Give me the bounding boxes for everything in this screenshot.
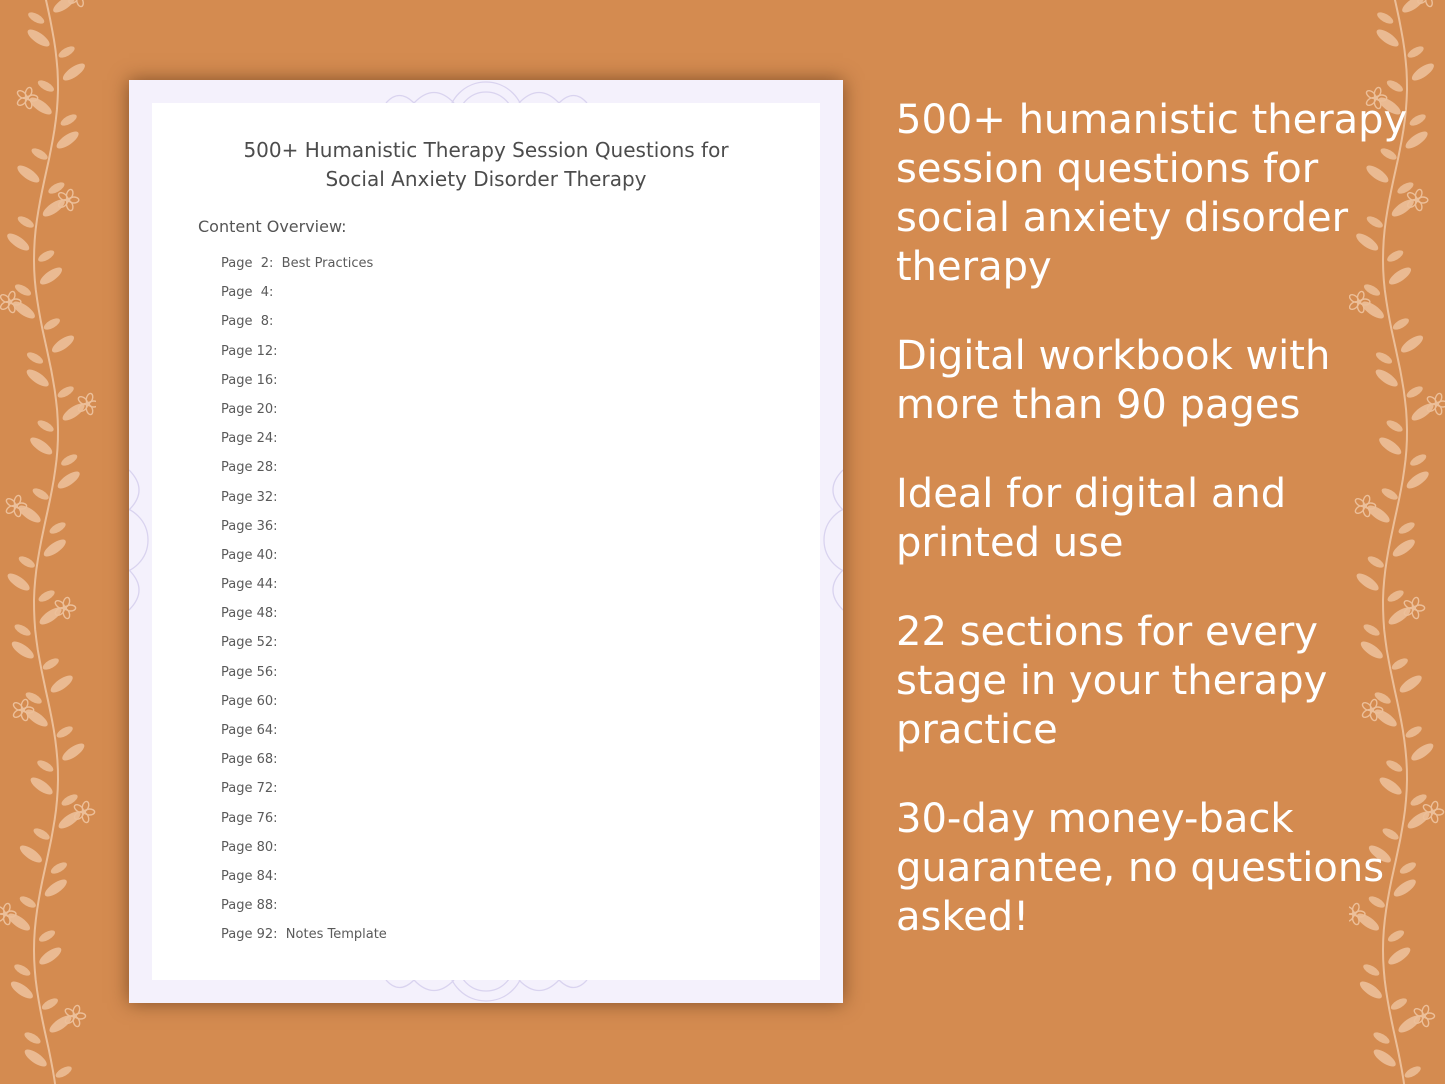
vine-leaf <box>48 520 68 536</box>
vine-flower-center <box>3 912 7 916</box>
toc-entry: Page 2: Best Practices <box>221 256 374 271</box>
vine-leaf <box>31 486 51 502</box>
document-title-line-1: 500+ Humanistic Therapy Session Questions for <box>243 138 729 162</box>
toc-entry: Page 56: <box>221 664 278 680</box>
vine-leaf <box>25 350 45 366</box>
vine-leaf <box>1403 1064 1423 1080</box>
vine-leaf <box>9 638 36 661</box>
toc-entry: Page 8: <box>221 314 274 330</box>
vine-flower-center <box>8 300 12 304</box>
vine-leaf <box>13 962 33 978</box>
vine-leaf <box>1371 1046 1398 1069</box>
vine-leaf <box>57 44 77 60</box>
vine-leaf <box>8 978 35 1001</box>
vine-leaf <box>42 316 62 332</box>
page-paper <box>152 103 820 980</box>
toc-entry: Page 84: <box>221 868 278 884</box>
vine-leaf <box>28 434 55 457</box>
vine-leaf <box>49 860 69 876</box>
toc-entry: Page 92: Notes Template <box>221 927 387 943</box>
mandala-left-icon <box>129 450 152 630</box>
vine-flower-center <box>73 1014 77 1018</box>
vine-flower-center <box>86 402 90 406</box>
table-of-contents <box>221 254 387 955</box>
vine-leaf <box>1406 44 1426 60</box>
toc-entry: Page 68: <box>221 752 278 768</box>
vine-flower-center <box>82 810 86 814</box>
toc-entry: Page 16: <box>221 372 278 388</box>
vine-flower-center <box>1422 1014 1426 1018</box>
toc-entry: Page 32: <box>221 489 278 505</box>
toc-entry: Page 24: <box>221 431 278 447</box>
toc-entry: Page 28: <box>221 460 278 476</box>
vine-leaf <box>1375 10 1395 26</box>
feature-text: 22 sections for every stage in your therapy practice <box>896 609 1328 753</box>
vine-flower-center <box>66 198 70 202</box>
vine-leaf <box>36 78 56 94</box>
vine-leaf <box>13 282 33 298</box>
vine-leaf <box>49 332 76 355</box>
vine-leaf <box>37 588 57 604</box>
vine-leaf <box>41 536 68 559</box>
vine-stem <box>34 0 58 1084</box>
vine-flower-center <box>21 708 25 712</box>
vine-flower-center <box>14 504 18 508</box>
vine-leaf <box>41 656 61 672</box>
vine-leaf <box>36 418 56 434</box>
vine-leaf <box>24 690 44 706</box>
vine-leaf <box>5 230 32 253</box>
vine-leaf <box>17 842 44 865</box>
vine-leaf <box>18 894 38 910</box>
vine-flower-center <box>25 96 29 100</box>
mandala-right-icon <box>820 450 843 630</box>
vine-leaf <box>60 60 87 83</box>
toc-entry: Page 72: <box>221 781 278 797</box>
vine-leaf <box>1385 78 1405 94</box>
toc-entry: Page 52: <box>221 635 278 651</box>
toc-entry: Page 80: <box>221 839 278 855</box>
vine-leaf <box>5 570 32 593</box>
vine-leaf <box>22 1046 49 1069</box>
vine-leaf <box>17 554 37 570</box>
vine-leaf <box>1372 1030 1392 1046</box>
vine-leaf <box>36 248 56 264</box>
toc-entry: Page 88: <box>221 898 278 914</box>
vine-leaf <box>37 264 64 287</box>
vine-leaf <box>32 826 52 842</box>
vine-leaf <box>54 1064 74 1080</box>
toc-entry: Page 60: <box>221 693 278 709</box>
vine-leaf <box>24 366 51 389</box>
workbook-page-preview <box>129 80 843 1003</box>
vine-leaf <box>25 26 52 49</box>
vine-leaf <box>60 740 87 763</box>
vine-leaf <box>55 468 82 491</box>
vine-leaf <box>59 112 79 128</box>
toc-entry: Page 48: <box>221 606 278 622</box>
toc-entry: Page 40: <box>221 547 278 563</box>
vine-leaf <box>1409 60 1436 83</box>
vine-leaf <box>1389 996 1409 1012</box>
document-title <box>152 136 820 194</box>
toc-entry: Page 4: <box>221 285 274 301</box>
document-title-line-2: Social Anxiety Disorder Therapy <box>325 167 647 191</box>
vine-leaf <box>37 928 57 944</box>
vine-leaf <box>26 10 46 26</box>
mandala-top-icon <box>374 80 599 103</box>
feature-text: Digital workbook with more than 90 pages <box>896 333 1331 428</box>
floral-vine-left-icon <box>0 0 96 1084</box>
toc-entry: Page 76: <box>221 810 278 826</box>
vine-leaf <box>16 214 36 230</box>
vine-leaf <box>48 672 75 695</box>
vine-leaf <box>56 384 76 400</box>
vine-leaf <box>1374 26 1401 49</box>
vine-leaf <box>16 502 43 525</box>
vine-leaf <box>54 128 81 151</box>
vine-leaf <box>15 162 42 185</box>
vine-leaf <box>59 452 79 468</box>
content-overview-label: Content Overview: <box>198 217 347 236</box>
feature-text: 500+ humanistic therapy session questions for social anxiety disorder therapy <box>896 97 1408 290</box>
feature-text: Ideal for digital and printed use <box>896 471 1287 566</box>
vine-flower-center <box>63 606 67 610</box>
feature-text: 30-day money-back guarantee, no questions asked! <box>896 796 1385 940</box>
vine-leaf <box>23 1030 43 1046</box>
vine-flower-petal <box>1418 197 1428 203</box>
vine-flower-center <box>1435 402 1439 406</box>
vine-leaf <box>37 944 64 967</box>
toc-entry: Page 12: <box>221 343 278 359</box>
vine-left-svg <box>0 0 96 1084</box>
toc-entry: Page 20: <box>221 401 278 417</box>
vine-leaf <box>28 774 55 797</box>
vine-leaf <box>13 622 33 638</box>
vine-leaf <box>36 758 56 774</box>
mandala-bottom-icon <box>374 980 599 1003</box>
feature-list <box>896 96 1416 982</box>
vine-leaf <box>23 706 50 729</box>
toc-entry: Page 64: <box>221 723 278 738</box>
vine-leaf <box>27 94 54 117</box>
toc-entry: Page 44: <box>221 577 278 593</box>
vine-leaf <box>60 792 80 808</box>
vine-flower-center <box>1431 810 1435 814</box>
toc-entry: Page 36: <box>221 518 278 534</box>
vine-leaf <box>42 876 69 899</box>
vine-leaf <box>40 996 60 1012</box>
vine-leaf <box>55 724 75 740</box>
vine-leaf <box>30 146 50 162</box>
